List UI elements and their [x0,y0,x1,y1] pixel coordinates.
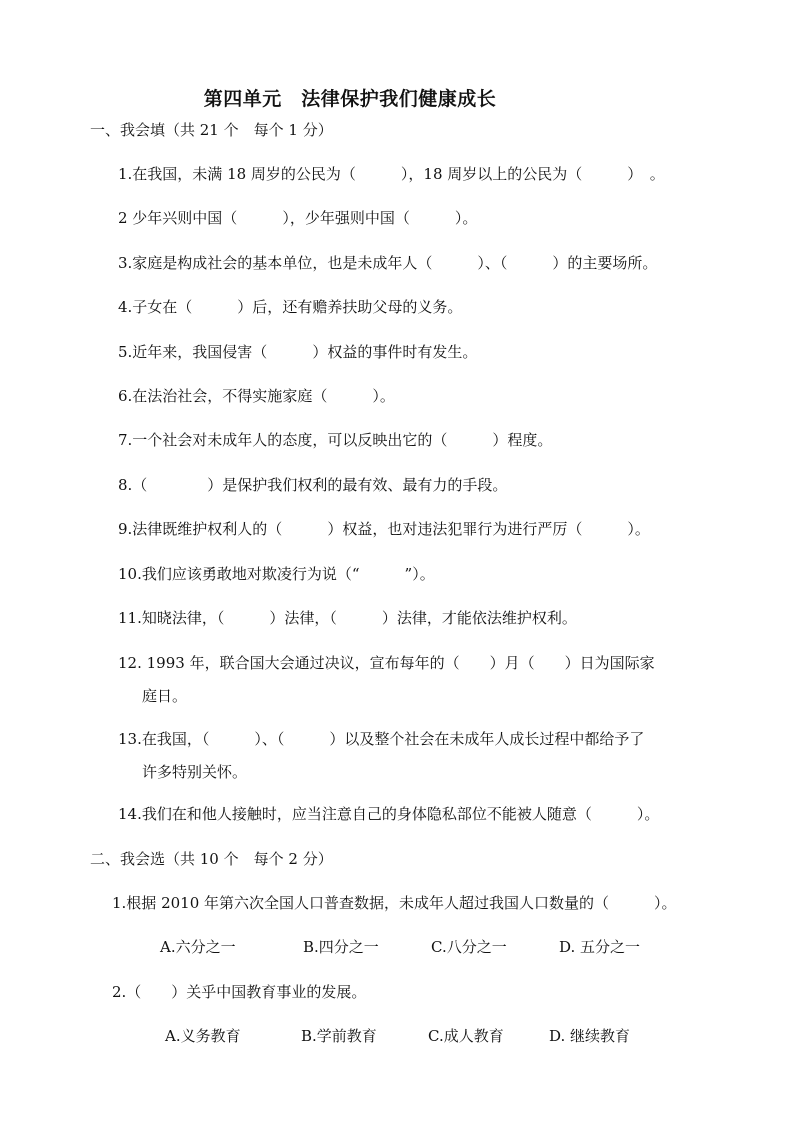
option-d: D. 五分之一 [559,938,641,956]
fill-question-2: 2 少年兴则中国（ ），少年强则中国（ ）。 [118,209,478,227]
option-d: D. 继续教育 [549,1027,631,1045]
option-a: A.义务教育 [165,1027,241,1045]
fill-question-13 [118,728,708,782]
fill-question-12-line2: 庭日。 [142,687,188,705]
fill-question-8: 8.（ ）是保护我们权利的最有效、最有力的手段。 [118,476,508,494]
option-b: B.学前教育 [301,1027,377,1045]
choice-question-1: 1.根据 2010 年第六次全国人口普查数据，未成年人超过我国人口数量的（ ）。 [112,894,677,912]
fill-question-7: 7.一个社会对未成年人的态度，可以反映出它的（ ）程度。 [118,431,553,449]
option-c: C.八分之一 [431,938,507,956]
section-choice-heading: 二、我会选（共 10 个 每个 2 分） [90,850,333,868]
fill-question-10: 10.我们应该勇敢地对欺凌行为说（“ ”）。 [118,565,435,583]
option-b: B.四分之一 [303,938,379,956]
section-fill-heading: 一、我会填（共 21 个 每个 1 分） [90,121,333,139]
fill-question-3: 3.家庭是构成社会的基本单位，也是未成年人（ ）、（ ）的主要场所。 [118,254,658,272]
fill-question-13-line2: 许多特别关怀。 [142,763,248,781]
fill-question-5: 5.近年来，我国侵害（ ）权益的事件时有发生。 [118,343,478,361]
page-title: 第四单元 法律保护我们健康成长 [203,88,497,110]
fill-question-12-line1: 12. 1993 年，联合国大会通过决议，宣布每年的（ ）月（ ）日为国际家 [118,654,655,672]
option-c: C.成人教育 [428,1027,504,1045]
fill-question-12 [118,652,708,706]
fill-question-4: 4.子女在（ ）后，还有赡养扶助父母的义务。 [118,298,463,316]
fill-question-9: 9.法律既维护权利人的（ ）权益，也对违法犯罪行为进行严厉（ ）。 [118,520,650,538]
choice-question-2: 2.（ ）关乎中国教育事业的发展。 [112,983,367,1001]
fill-question-11: 11.知晓法律，（ ）法律，（ ）法律，才能依法维护权利。 [118,609,577,627]
fill-question-6: 6.在法治社会，不得实施家庭（ ）。 [118,387,395,405]
fill-question-14: 14.我们在和他人接触时，应当注意自己的身体隐私部位不能被人随意（ ）。 [118,805,660,823]
fill-question-13-line1: 13.在我国，（ ）、（ ）以及整个社会在未成年人成长过程中都给予了 [118,730,645,748]
option-a: A.六分之一 [160,938,236,956]
fill-question-1: 1.在我国，未满 18 周岁的公民为（ ），18 周岁以上的公民为（ ） 。 [118,165,665,183]
